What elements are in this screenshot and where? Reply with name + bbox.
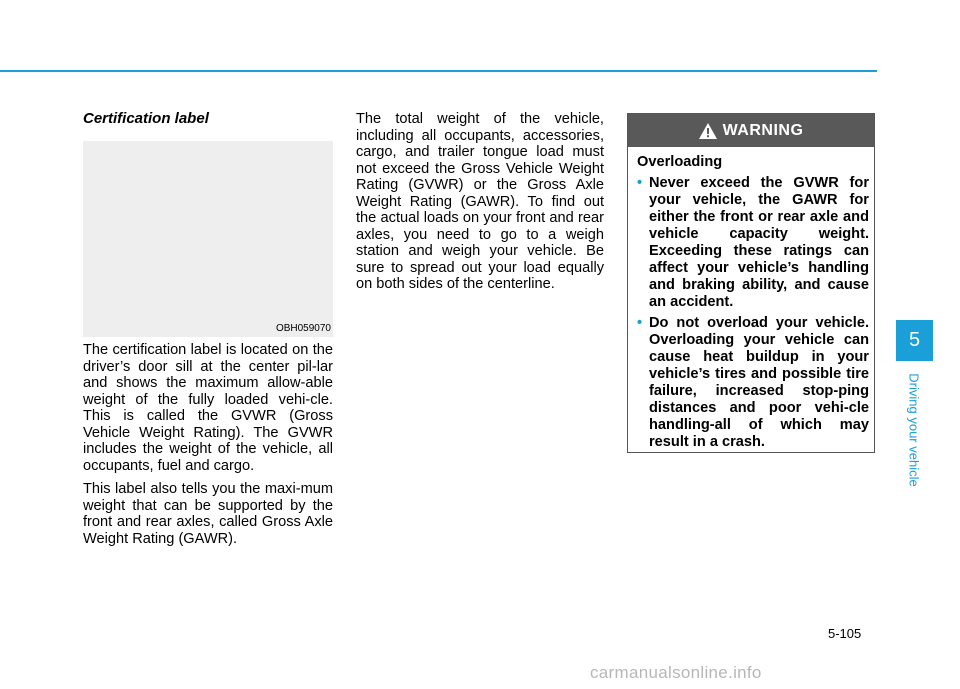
list-item <box>637 175 869 311</box>
list-item <box>637 315 869 451</box>
warning-box <box>627 113 875 453</box>
paragraph: This label also tells you the maxi-mum weight that can be supported by the front and rear axles, called Gross Axle Weight Rating (GAWR). <box>83 481 333 547</box>
warning-body <box>637 154 869 455</box>
watermark[interactable]: carmanualsonline.info <box>590 663 762 682</box>
chapter-tab: 5 <box>896 320 933 361</box>
chapter-label: Driving your vehicle <box>906 373 922 487</box>
left-column-text <box>83 342 333 554</box>
image-code: OBH059070 <box>275 323 331 334</box>
certification-label-image <box>83 141 333 337</box>
warning-title: WARNING <box>722 121 804 139</box>
warning-item-text: Do not overload your vehicle. Overloading your vehicle can cause heat buildup in your vehicle’s tires and possible tire failure, increased stop-ping distances and poor vehi-cle handling-all of which may result in a crash. <box>649 315 869 450</box>
paragraph: The certification label is located on the driver’s door sill at the center pil-lar and shows the maximum allow-able weight of the fully loaded vehi-cle. This is called the GVWR (Gross Vehicle Weight Rating). The GVWR includes the weight of the vehicle, all occupants, fuel and cargo. <box>83 342 333 474</box>
bullet-icon: • <box>637 175 643 191</box>
middle-column-text <box>356 111 604 300</box>
warning-list <box>637 175 869 451</box>
header-rule <box>0 70 877 72</box>
warning-subtitle: Overloading <box>637 154 723 170</box>
paragraph: The total weight of the vehicle, including all occupants, accessories, cargo, and trailer tongue load must not exceed the Gross Vehicle Weight Rating (GVWR) or the Gross Axle Weight Rating (GAWR). To find out the actual loads on your front and rear axles, you need to go to a weigh station and weigh your vehicle. Be sure to spread out your load equally on both sides of the centerline. <box>356 111 604 292</box>
warning-header <box>628 114 874 147</box>
section-title: Certification label <box>83 110 209 127</box>
page-number: 5-105 <box>828 626 862 641</box>
bullet-icon: • <box>637 315 643 331</box>
warning-triangle-icon <box>699 123 717 139</box>
warning-item-text: Never exceed the GVWR for your vehicle, the GAWR for either the front or rear axle and vehicle capacity weight. Exceeding these ratings can affect your vehicle’s handling and braking ability, and cause an accident. <box>649 175 869 310</box>
